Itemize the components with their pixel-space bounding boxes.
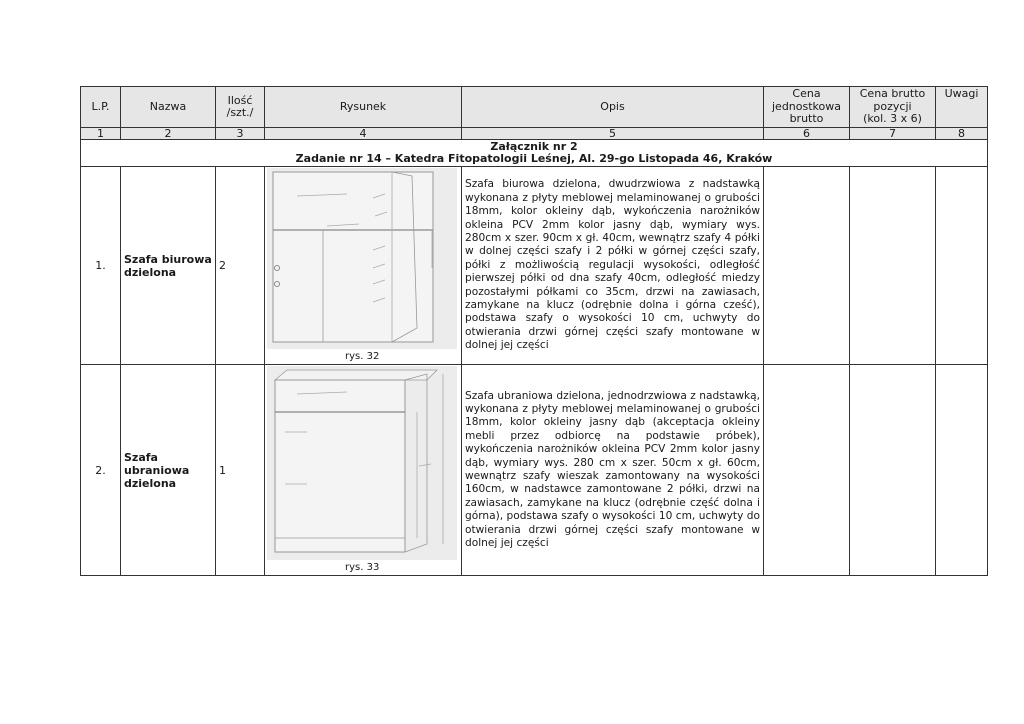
drawing-caption: rys. 32 [345,351,380,362]
table-row [81,167,988,365]
notes-cell[interactable] [936,365,988,576]
item-description: Szafa biurowa dzielona, dwudrzwiowa z nadstawką wykonana z płyty meblowej melaminowanej o grubości 18mm, kolor okleiny dąb, wykończenia narożników okleina PCV 2mm kolor jasny dąb, wymiary wys. 280cm x szer. 90cm x gł. 40cm, wewnątrz szafy 4 półki w dolnej części szafy i 2 półki w górnej części szafy, półki z możliwością regulacji wysokości, odległość pierwszej półki od dna szafy 40cm, odległość miedzy pozostałymi półkami co 35cm, drzwi na zawiasach, zamykane na klucz (odrębnie dolna i górna cześć), podstawa szafy o wysokości 10 cm, uchwyty do otwierania drzwi górnej części szafy montowane w dolnej jej części [462,167,764,365]
gross-price-cell[interactable] [850,167,936,365]
unit-price-cell[interactable] [764,365,850,576]
col-number: 1 [81,128,121,140]
item-number: 2. [81,365,121,576]
col-number: 7 [850,128,936,140]
header-gross-price: Cena brutto pozycji (kol. 3 x 6) [850,87,936,128]
task-title: Zadanie nr 14 – Katedra Fitopatologii Leśnej, Al. 29-go Listopada 46, Kraków [295,152,773,165]
col-number: 6 [764,128,850,140]
col-number: 2 [121,128,216,140]
header-qty: Ilość /szt./ [216,87,265,128]
notes-cell[interactable] [936,167,988,365]
item-quantity: 2 [216,167,265,365]
col-number: 4 [265,128,462,140]
header-notes: Uwagi [936,87,988,128]
document-title [81,140,988,167]
item-quantity: 1 [216,365,265,576]
header-unit-price: Cena jednostkowa brutto [764,87,850,128]
header-row [81,87,988,128]
item-drawing [265,167,462,365]
gross-price-cell[interactable] [850,365,936,576]
header-name: Nazwa [121,87,216,128]
col-number: 8 [936,128,988,140]
header-drawing: Rysunek [265,87,462,128]
col-number: 5 [462,128,764,140]
specification-table [80,86,988,576]
header-lp: L.P. [81,87,121,128]
item-number: 1. [81,167,121,365]
item-description: Szafa ubraniowa dzielona, jednodrzwiowa z nadstawką, wykonana z płyty meblowej melaminowanej o grubości 18mm, kolor okleiny jasny dąb (akceptacja okleiny mebli przez odbiorcę na podstawie próbek), wykończenia narożników okleina PCV 2mm kolor jasny dąb, wymiary wys. 280 cm x szer. 50cm x gł. 60cm, wewnątrz szafy wieszak zamontowany na wysokości 160cm, w nadstawce zamontowane 2 półki, drzwi na zawiasach, zamykane na klucz (odrębnie część dolna i górna), podstawa szafy o wysokości 10 cm, uchwyty do otwierania drzwi górnej części szafy montowane w dolnej jej części [462,365,764,576]
item-name: Szafa biurowa dzielona [121,167,216,365]
cabinet-sketch-image [267,168,457,349]
item-name: Szafa ubraniowa dzielona [121,365,216,576]
attachment-title: Załącznik nr 2 [490,139,578,153]
wardrobe-sketch-image [267,366,457,560]
item-drawing [265,365,462,576]
header-description: Opis [462,87,764,128]
title-row [81,140,988,167]
table-row [81,365,988,576]
unit-price-cell[interactable] [764,167,850,365]
column-number-row [81,128,988,140]
col-number: 3 [216,128,265,140]
drawing-caption: rys. 33 [345,562,380,573]
